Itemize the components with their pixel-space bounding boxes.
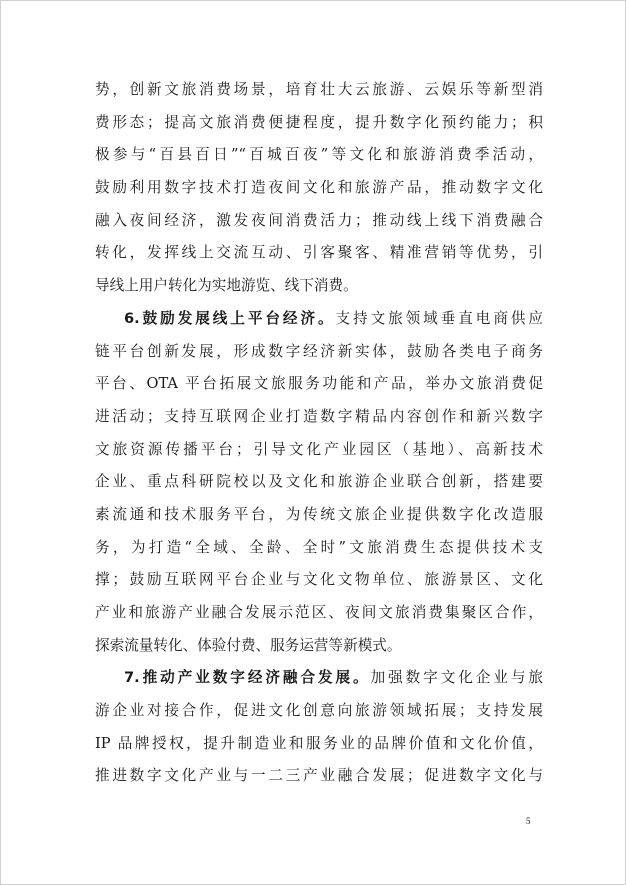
section-heading: 7.推动产业数字经济融合发展。 — [124, 669, 371, 687]
text-line: 转化，发挥线上交流互动、引客聚客、精准营销等优势，引 — [95, 244, 543, 262]
text-line: 文旅资源传播平台；引导文化产业园区（基地）、高新技术 — [95, 440, 543, 458]
text-line: 导线上用户转化为实地游览、线下消费。 — [95, 277, 358, 295]
body-text — [95, 74, 543, 793]
text-line: 平台、OTA 平台拓展文旅服务功能和产品，举办文旅消费促 — [95, 375, 543, 393]
text-line: 务，为打造“全域、全龄、全时”文旅消费生态提供技术支 — [95, 538, 543, 556]
text-line: 融入夜间经济，激发夜间消费活力；推动线上线下消费融合 — [95, 211, 543, 229]
text-run: 支持文旅领域垂直电商供应 — [335, 309, 543, 327]
text-line: 游企业对接合作，促进文化创意向旅游领域拓展；支持发展 — [95, 702, 543, 720]
text-line: 撑；鼓励互联网平台企业与文化文物单位、旅游景区、文化 — [95, 571, 543, 589]
text-line: IP 品牌授权，提升制造业和服务业的品牌价值和文化价值， — [95, 734, 543, 752]
text-run: 加强数字文化企业与旅 — [370, 669, 543, 687]
page-number: 5 — [526, 816, 531, 826]
text-line: 素流通和技术服务平台，为传统文旅企业提供数字化改造服 — [95, 505, 543, 523]
text-line: 费形态；提高文旅消费便捷程度，提升数字化预约能力；积 — [95, 113, 543, 131]
text-line: 企业、重点科研院校以及文化和旅游企业联合创新，搭建要 — [95, 473, 543, 491]
text-line: 推进数字文化产业与一二三产业融合发展；促进数字文化与 — [95, 767, 543, 785]
text-line: 探索流量转化、体验付费、服务运营等新模式。 — [95, 636, 402, 654]
text-line: 极参与“百县百日”“百城百夜”等文化和旅游消费季活动， — [95, 146, 543, 164]
section-heading: 6.鼓励发展线上平台经济。 — [124, 309, 336, 327]
text-line: 势，创新文旅消费场景，培育壮大云旅游、云娱乐等新型消 — [95, 81, 543, 98]
text-line: 产业和旅游产业融合发展示范区、夜间文旅消费集聚区合作， — [95, 604, 543, 621]
paragraph-first-line — [95, 303, 543, 336]
text-line: 链平台创新发展，形成数字经济新实体，鼓励各类电子商务 — [95, 342, 543, 360]
text-line: 鼓励利用数字技术打造夜间文化和旅游产品，推动数字文化 — [95, 179, 543, 197]
paragraph-first-line — [95, 662, 543, 695]
text-line: 进活动；支持互联网企业打造数字精品内容创作和新兴数字 — [95, 407, 543, 425]
